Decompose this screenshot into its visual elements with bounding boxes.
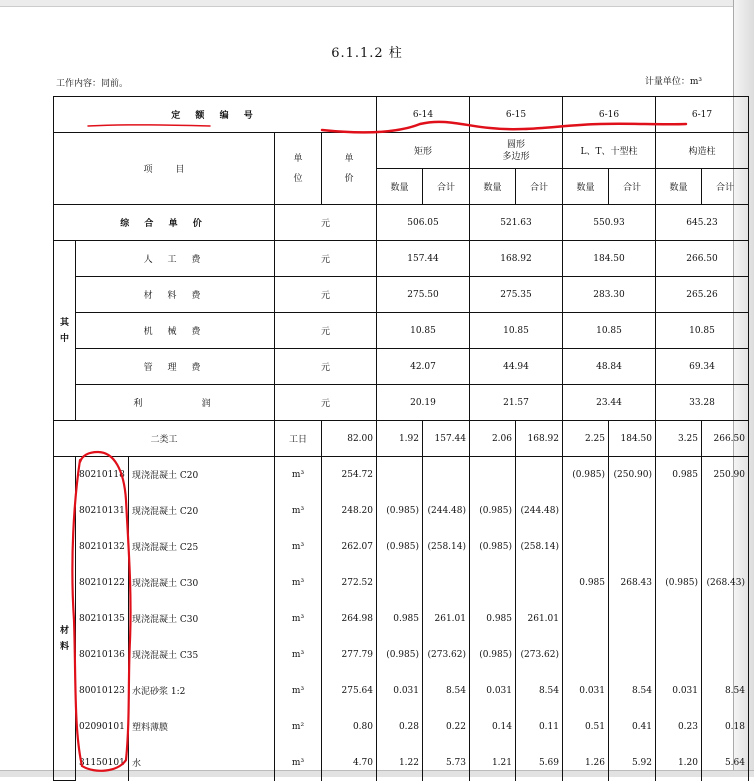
material-cell [563,529,609,565]
labor-row [54,421,749,457]
material-unit: m³ [275,601,322,637]
quota-table [53,96,749,781]
breakdown-unit: 元 [275,241,377,277]
material-row [54,673,749,709]
material-cell: (244.48) [423,493,470,529]
material-cell [656,493,702,529]
breakdown-value: 10.85 [377,313,470,349]
material-cell: 0.22 [423,709,470,745]
material-cell: 1.22 [377,745,423,781]
material-cell: 0.23 [656,709,702,745]
material-cell [516,457,563,493]
material-cell: 261.01 [516,601,563,637]
material-price: 272.52 [322,565,377,601]
material-price: 248.20 [322,493,377,529]
material-cell: 0.985 [470,601,516,637]
material-price: 264.98 [322,601,377,637]
material-name: 现浇混凝土 C30 [129,565,275,601]
unit-label: 计量单位：m³ [644,77,702,87]
material-cell: (244.48) [516,493,563,529]
material-row [54,601,749,637]
breakdown-row [54,385,749,421]
material-cell: (250.90) [609,457,656,493]
material-unit: m² [275,709,322,745]
type-label: 圆形 多边形 [470,133,563,169]
breakdown-value: 42.07 [377,349,470,385]
material-code: 80210131 [76,493,129,529]
material-cell [563,601,609,637]
qty-header: 数量 [377,169,423,205]
material-cell: 5.92 [609,745,656,781]
quota-code-label: 定 额 编 号 [54,97,377,133]
material-name: 现浇混凝土 C25 [129,529,275,565]
material-row [54,565,749,601]
material-cell: 8.54 [609,673,656,709]
quota-code: 6-14 [377,97,470,133]
material-cell: 0.14 [470,709,516,745]
material-cell: 1.26 [563,745,609,781]
material-cell: 8.54 [702,673,749,709]
total-header: 合计 [609,169,656,205]
material-cell [702,493,749,529]
material-row [54,457,749,493]
labor-cell: 2.25 [563,421,609,457]
breakdown-value: 33.28 [656,385,749,421]
breakdown-value: 283.30 [563,277,656,313]
material-code: 80210118 [76,457,129,493]
material-cell: 261.01 [423,601,470,637]
item-label: 项 目 [54,133,275,205]
labor-cell: 2.06 [470,421,516,457]
material-cell: 0.51 [563,709,609,745]
summary-row [54,205,749,241]
type-label: L、T、十型柱 [563,133,656,169]
material-cell: 0.41 [609,709,656,745]
material-code: 80010123 [76,673,129,709]
quota-code: 6-16 [563,97,656,133]
material-cell: (258.14) [516,529,563,565]
work-content: 工作内容：同前。 [56,79,129,89]
material-unit: m³ [275,529,322,565]
viewer-top-edge [0,0,754,7]
material-price: 277.79 [322,637,377,673]
material-price: 275.64 [322,673,377,709]
labor-cell: 3.25 [656,421,702,457]
material-name: 水泥砂浆 1:2 [129,673,275,709]
total-header: 合计 [423,169,470,205]
material-cell: 0.11 [516,709,563,745]
material-cell: (258.14) [423,529,470,565]
breakdown-unit: 元 [275,385,377,421]
breakdown-value: 10.85 [470,313,563,349]
material-cell [423,457,470,493]
material-cell [423,565,470,601]
material-code: 80210135 [76,601,129,637]
material-unit: m³ [275,493,322,529]
breakdown-value: 265.26 [656,277,749,313]
labor-label: 二类工 [54,421,275,457]
breakdown-value: 69.34 [656,349,749,385]
material-name: 现浇混凝土 C35 [129,637,275,673]
material-cell: 0.28 [377,709,423,745]
material-name: 现浇混凝土 C30 [129,601,275,637]
material-cell: 8.54 [516,673,563,709]
material-cell: 0.985 [563,565,609,601]
material-cell: (0.985) [377,637,423,673]
material-name: 水 [129,745,275,781]
labor-unit: 工日 [275,421,322,457]
material-code: 80210122 [76,565,129,601]
breakdown-label: 人 工 费 [76,241,275,277]
material-cell: 0.985 [656,457,702,493]
breakdown-value: 21.57 [470,385,563,421]
breakdown-value: 275.50 [377,277,470,313]
material-cell [377,565,423,601]
breakdown-label: 管 理 费 [76,349,275,385]
material-cell [702,601,749,637]
material-cell: 8.54 [423,673,470,709]
material-unit: m³ [275,565,322,601]
material-code: 02090101 [76,709,129,745]
material-name: 塑料薄膜 [129,709,275,745]
breakdown-value: 184.50 [563,241,656,277]
material-cell: 0.18 [702,709,749,745]
total-header: 合计 [516,169,563,205]
material-row [54,493,749,529]
breakdown-value: 20.19 [377,385,470,421]
material-cell [656,601,702,637]
material-cell: 0.031 [656,673,702,709]
material-cell: (0.985) [470,529,516,565]
material-name: 现浇混凝土 C20 [129,457,275,493]
summary-value: 550.93 [563,205,656,241]
qty-header: 数量 [470,169,516,205]
material-cell [377,457,423,493]
labor-cell: 168.92 [516,421,563,457]
breakdown-row [54,241,749,277]
material-cell: (0.985) [563,457,609,493]
unit-header: 单位 [275,133,322,205]
material-cell [702,529,749,565]
material-cell [563,637,609,673]
material-price: 4.70 [322,745,377,781]
breakdown-unit: 元 [275,277,377,313]
breakdown-row [54,349,749,385]
material-cell: (0.985) [470,493,516,529]
breakdown-label: 利 润 [76,385,275,421]
material-cell: 0.031 [563,673,609,709]
material-row [54,745,749,781]
material-row [54,637,749,673]
material-cell: 0.031 [377,673,423,709]
labor-cell: 157.44 [423,421,470,457]
breakdown-value: 10.85 [563,313,656,349]
material-code: 31150101 [76,745,129,781]
price-header: 单价 [322,133,377,205]
material-cell: (273.62) [423,637,470,673]
material-price: 254.72 [322,457,377,493]
material-cell [609,493,656,529]
material-code: 80210136 [76,637,129,673]
material-cell [470,565,516,601]
summary-unit: 元 [275,205,377,241]
material-cell [609,529,656,565]
material-unit: m³ [275,637,322,673]
labor-cell: 184.50 [609,421,656,457]
summary-value: 645.23 [656,205,749,241]
material-unit: m³ [275,745,322,781]
breakdown-row [54,313,749,349]
breakdown-unit: 元 [275,349,377,385]
labor-cell: 266.50 [702,421,749,457]
material-unit: m³ [275,673,322,709]
type-label: 构造柱 [656,133,749,169]
material-cell [656,529,702,565]
material-cell: (0.985) [377,529,423,565]
material-cell: 0.031 [470,673,516,709]
material-unit: m³ [275,457,322,493]
material-cell: 0.985 [377,601,423,637]
breakdown-value: 44.94 [470,349,563,385]
quota-code-row [54,97,749,133]
material-cell [470,457,516,493]
material-name: 现浇混凝土 C20 [129,493,275,529]
material-price: 0.80 [322,709,377,745]
qty-header: 数量 [563,169,609,205]
summary-value: 521.63 [470,205,563,241]
breakdown-unit: 元 [275,313,377,349]
type-label: 矩形 [377,133,470,169]
material-row [54,709,749,745]
breakdown-value: 266.50 [656,241,749,277]
material-cell [563,493,609,529]
breakdown-value: 48.84 [563,349,656,385]
material-cell: (0.985) [656,565,702,601]
page-title: 6.1.1.2 柱 [331,46,403,61]
material-cell: 1.21 [470,745,516,781]
material-cell [702,637,749,673]
material-cell: 5.69 [516,745,563,781]
material-cell: (0.985) [470,637,516,673]
material-cell: 1.20 [656,745,702,781]
total-header: 合计 [702,169,749,205]
breakdown-label: 材 料 费 [76,277,275,313]
breakdown-value: 10.85 [656,313,749,349]
material-price: 262.07 [322,529,377,565]
breakdown-value: 157.44 [377,241,470,277]
material-code: 80210132 [76,529,129,565]
labor-cell: 1.92 [377,421,423,457]
material-group-label: 材 料 [54,457,76,781]
summary-value: 506.05 [377,205,470,241]
breakdown-value: 23.44 [563,385,656,421]
breakdown-row [54,277,749,313]
material-cell: 5.73 [423,745,470,781]
labor-price: 82.00 [322,421,377,457]
material-cell: 268.43 [609,565,656,601]
breakdown-value: 168.92 [470,241,563,277]
material-cell: 5.64 [702,745,749,781]
breakdown-label: 机 械 费 [76,313,275,349]
type-row [54,133,749,169]
material-cell: 250.90 [702,457,749,493]
breakdown-value: 275.35 [470,277,563,313]
breakdown-group-label: 其 中 [54,241,76,421]
material-cell: (268.43) [702,565,749,601]
quota-code: 6-17 [656,97,749,133]
material-cell: (273.62) [516,637,563,673]
material-cell [656,637,702,673]
material-cell: (0.985) [377,493,423,529]
material-cell [609,637,656,673]
material-row [54,529,749,565]
summary-label: 综 合 单 价 [54,205,275,241]
material-cell [516,565,563,601]
material-cell [609,601,656,637]
quota-code: 6-15 [470,97,563,133]
qty-header: 数量 [656,169,702,205]
